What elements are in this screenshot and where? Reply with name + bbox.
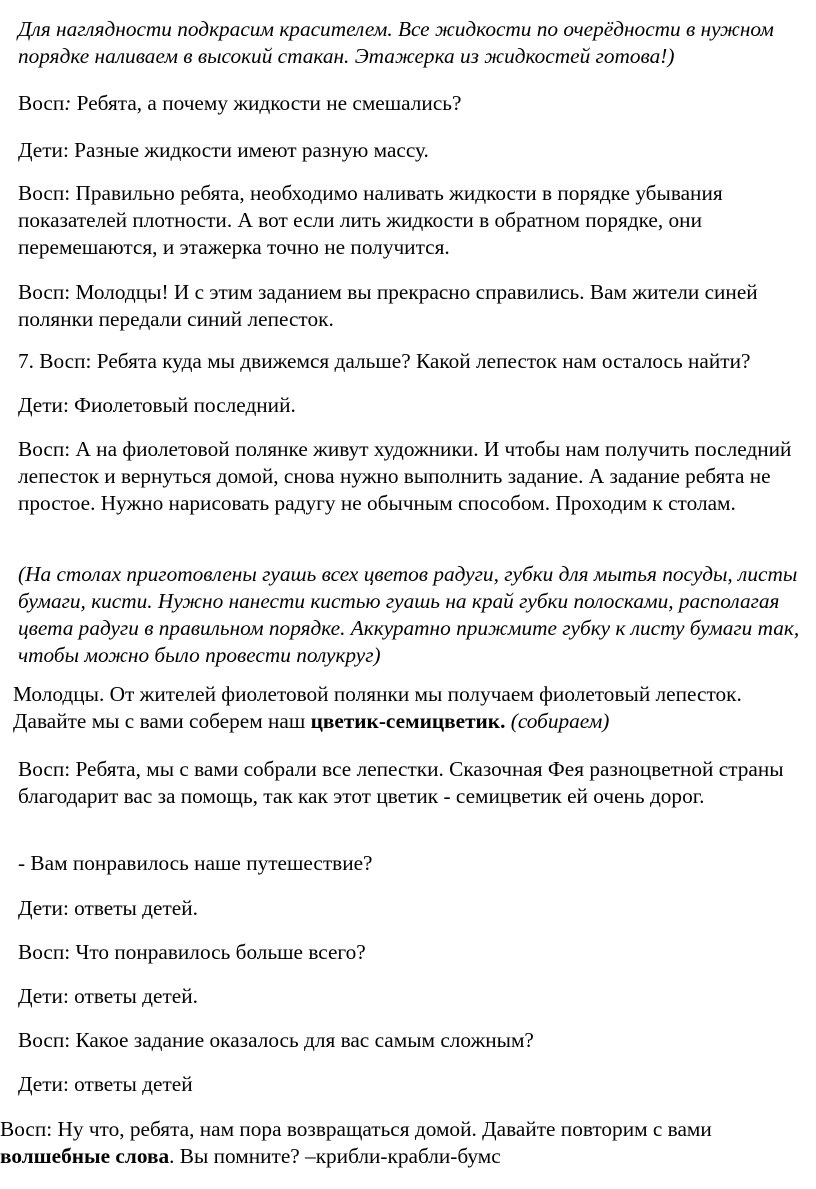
- speaker-colon: :: [64, 91, 72, 115]
- action-note-italic: (собираем): [505, 709, 610, 733]
- paragraph-children-answers-2: [1, 983, 813, 1010]
- speaker-label: Восп: [18, 91, 65, 115]
- paragraph-children-answers-1: [1, 895, 813, 922]
- paragraph-text-tail: . Вы помните? –крибли-крабли-бумс: [169, 1144, 501, 1168]
- paragraph-rainbow-instructions: [1, 561, 813, 669]
- paragraph-text: Восп: Правильно ребята, необходимо наливать жидкости в порядке убывания показателей плотности. А вот если лить жидкости в обратном порядке, они перемешаются, и этажерка точно не получится.: [18, 181, 723, 259]
- paragraph-text: Ребята, а почему жидкости не смешались?: [71, 91, 462, 115]
- paragraph-text: Дети: ответы детей.: [18, 896, 198, 920]
- paragraph-children-answers-3: [1, 1071, 813, 1098]
- paragraph-liked-most-question: [1, 939, 813, 966]
- paragraph-text: Восп: Ну что, ребята, нам пора возвращаться домой. Давайте повторим с вами: [0, 1117, 712, 1141]
- paragraph-fairy-thanks: [1, 756, 813, 810]
- paragraph-text: Дети: Фиолетовый последний.: [18, 393, 296, 417]
- paragraph-question-mixing: [1, 90, 813, 117]
- paragraph-text: Дети: Разные жидкости имеют разную массу.: [18, 138, 429, 162]
- paragraph-hardest-task-question: [1, 1027, 813, 1054]
- paragraph-experiment-note: [1, 16, 813, 70]
- paragraph-text: - Вам понравилось наше путешествие?: [18, 851, 373, 875]
- paragraph-journey-question: [1, 850, 813, 877]
- paragraph-text: Восп: Какое задание оказалось для вас самым сложным?: [18, 1028, 534, 1052]
- paragraph-text: (На столах приготовлены гуашь всех цветов радуги, губки для мытья посуды, листы бумаги, кисти. Нужно нанести кистью гуашь на край губки полосками, располагая цвета радуги в правильном порядке. Аккуратно прижмите губку к листу бумаги так, чтобы можно было провести полукруг): [18, 562, 800, 667]
- paragraph-density-explanation: [1, 180, 813, 261]
- paragraph-step-seven: [1, 348, 813, 375]
- paragraph-children-answer-mass: [1, 137, 813, 164]
- paragraph-text: Дети: ответы детей: [18, 1072, 193, 1096]
- paragraph-text: Молодцы. От жителей фиолетовой полянки мы получаем фиолетовый лепесток. Давайте мы с вами соберем наш: [13, 682, 742, 733]
- paragraph-magic-words: [0, 1116, 812, 1170]
- paragraph-text: 7. Восп: Ребята куда мы движемся дальше? Какой лепесток нам осталось найти?: [18, 349, 751, 373]
- paragraph-text: Дети: ответы детей.: [18, 984, 198, 1008]
- paragraph-text: Восп: Ребята, мы с вами собрали все лепестки. Сказочная Фея разноцветной страны благодарит вас за помощь, так как этот цветик - семицветик ей очень дорог.: [18, 757, 784, 808]
- magic-words-bold: волшебные слова: [0, 1144, 170, 1168]
- paragraph-artists-task: [1, 436, 813, 517]
- paragraph-text: Восп: Что понравилось больше всего?: [18, 940, 366, 964]
- flower-name-bold: цветик-семицветик.: [310, 709, 506, 733]
- paragraph-text: Для наглядности подкрасим красителем. Все жидкости по очерёдности в нужном порядке наливаем в высокий стакан. Этажерка из жидкостей готова!): [18, 17, 774, 68]
- paragraph-text: Восп: Молодцы! И с этим заданием вы прекрасно справились. Вам жители синей полянки передали синий лепесток.: [18, 280, 758, 331]
- paragraph-blue-petal: [1, 279, 813, 333]
- paragraph-children-purple: [1, 392, 813, 419]
- paragraph-collect-flower: [1, 681, 813, 735]
- paragraph-text: Восп: А на фиолетовой полянке живут художники. И чтобы нам получить последний лепесток и вернуться домой, снова нужно выполнить задание. А задание ребята не простое. Нужно нарисовать радугу не обычным способом. Проходим к столам.: [18, 437, 792, 515]
